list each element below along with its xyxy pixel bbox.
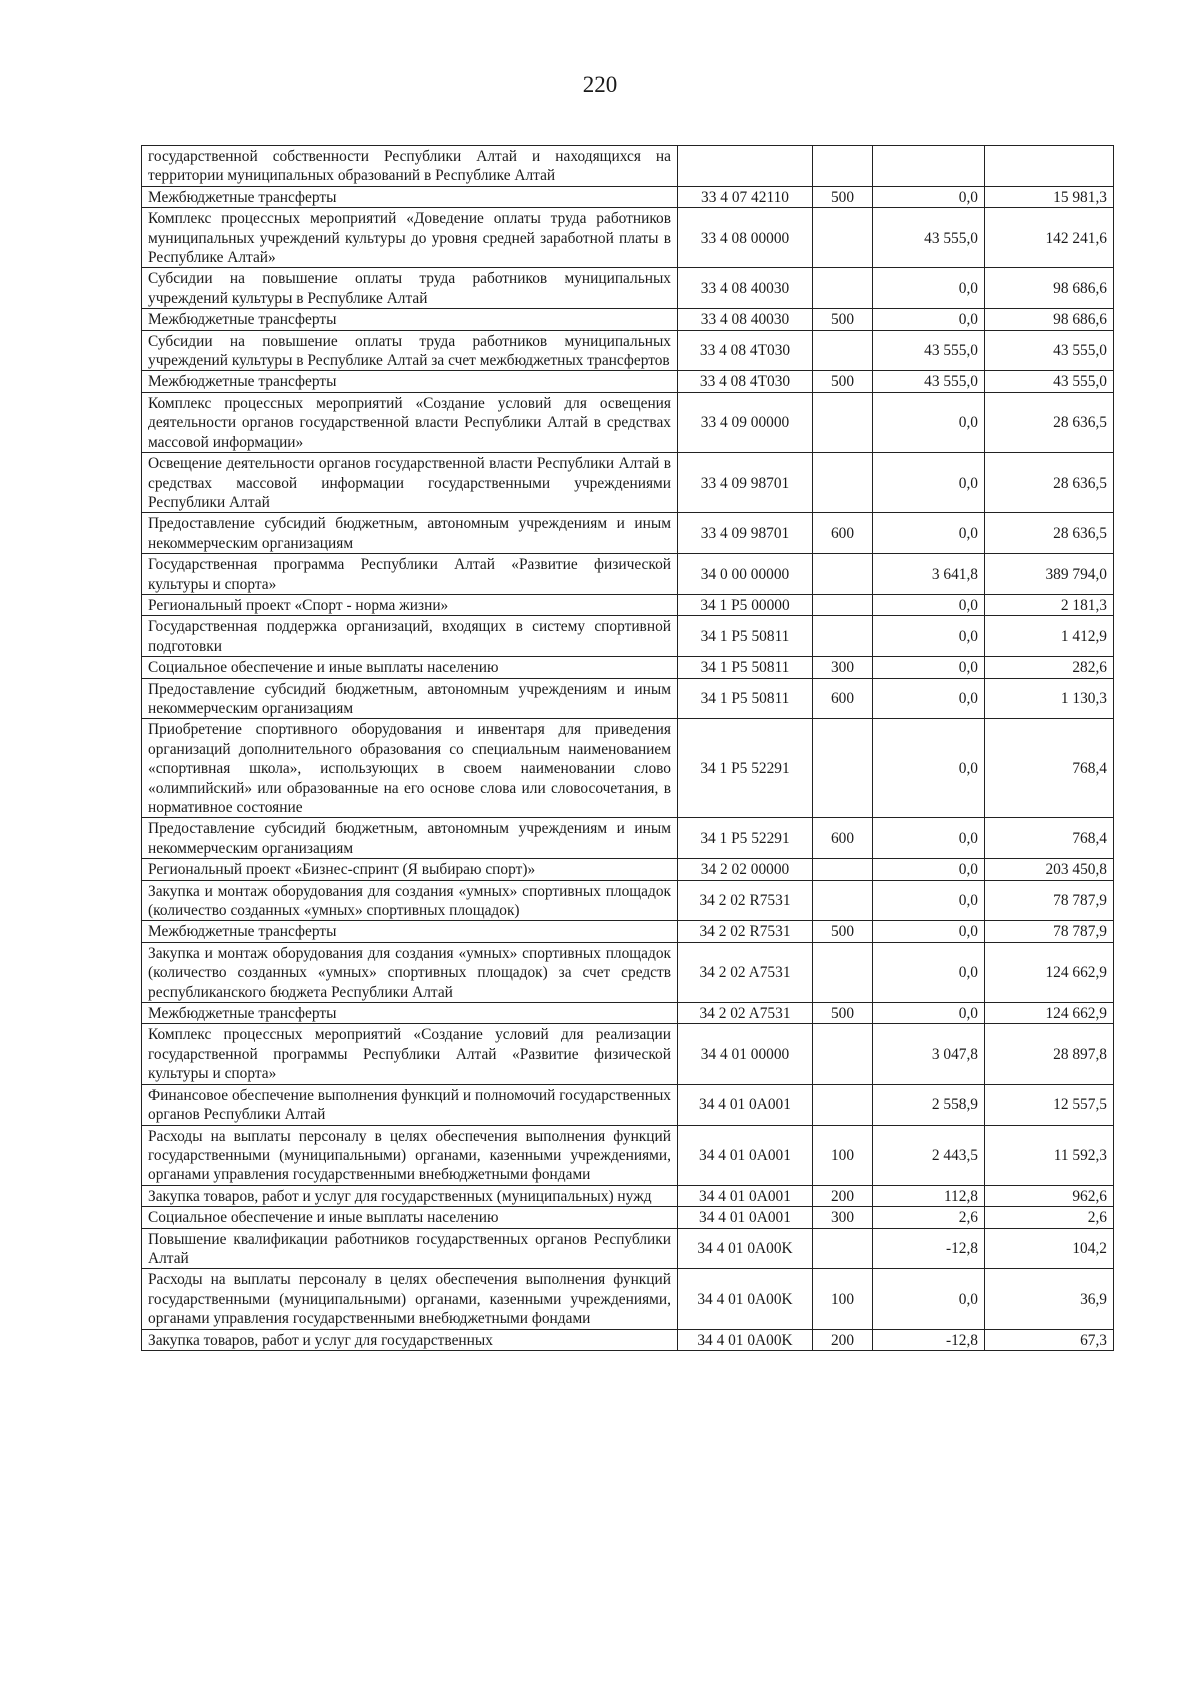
table-row [142, 309, 1114, 330]
expense-name-cell: Субсидии на повышение оплаты труда работников муниципальных учреждений культуры в Республике Алтай за счет межбюджетных трансфертов [142, 330, 678, 371]
amount-change-cell: 2 443,5 [873, 1125, 985, 1185]
table-row [142, 1329, 1114, 1350]
expense-type-cell: 500 [813, 371, 873, 392]
expense-name-cell: Закупка и монтаж оборудования для создания «умных» спортивных площадок (количество созданных «умных» спортивных площадок) [142, 880, 678, 921]
expense-type-cell: 500 [813, 309, 873, 330]
expense-name-cell: Межбюджетные трансферты [142, 921, 678, 942]
target-code-cell: 34 1 P5 50811 [678, 616, 813, 657]
expense-name-cell: Финансовое обеспечение выполнения функций и полномочий государственных органов Республики Алтай [142, 1084, 678, 1125]
amount-total-cell: 28 636,5 [985, 453, 1114, 513]
target-code-cell: 34 1 P5 50811 [678, 657, 813, 678]
target-code-cell: 34 4 01 0A001 [678, 1125, 813, 1185]
table-row [142, 554, 1114, 595]
expense-type-cell: 100 [813, 1269, 873, 1329]
table-row [142, 859, 1114, 880]
target-code-cell: 34 4 01 0A00K [678, 1329, 813, 1350]
table-row [142, 1228, 1114, 1269]
table-row [142, 942, 1114, 1002]
page-number: 220 [582, 72, 618, 97]
expense-type-cell [813, 453, 873, 513]
table-row [142, 330, 1114, 371]
amount-change-cell: 0,0 [873, 818, 985, 859]
amount-total-cell: 768,4 [985, 818, 1114, 859]
amount-total-cell: 1 412,9 [985, 616, 1114, 657]
expense-name-cell: Государственная поддержка организаций, входящих в систему спортивной подготовки [142, 616, 678, 657]
amount-change-cell: 0,0 [873, 513, 985, 554]
amount-total-cell: 2,6 [985, 1207, 1114, 1228]
amount-total-cell: 78 787,9 [985, 880, 1114, 921]
expense-name-cell: Предоставление субсидий бюджетным, автономным учреждениям и иным некоммерческим организациям [142, 818, 678, 859]
amount-total-cell: 203 450,8 [985, 859, 1114, 880]
expense-name-cell: Закупка товаров, работ и услуг для государственных [142, 1329, 678, 1350]
amount-change-cell: 0,0 [873, 657, 985, 678]
expense-name-cell: Комплекс процессных мероприятий «Доведение оплаты труда работников муниципальных учреждений культуры до уровня средней заработной платы в Республике Алтай» [142, 208, 678, 268]
expense-name-cell: Освещение деятельности органов государственной власти Республики Алтай в средствах массовой информации государственными учреждениями Республики Алтай [142, 453, 678, 513]
expense-type-cell [813, 942, 873, 1002]
amount-total-cell: 962,6 [985, 1185, 1114, 1206]
amount-total-cell: 1 130,3 [985, 678, 1114, 719]
expense-name-cell: Межбюджетные трансферты [142, 186, 678, 207]
target-code-cell: 34 1 P5 50811 [678, 678, 813, 719]
table-row [142, 1084, 1114, 1125]
amount-total-cell: 78 787,9 [985, 921, 1114, 942]
amount-change-cell: 0,0 [873, 616, 985, 657]
target-code-cell: 34 0 00 00000 [678, 554, 813, 595]
expense-type-cell [813, 330, 873, 371]
target-code-cell: 33 4 09 98701 [678, 513, 813, 554]
expense-type-cell [813, 554, 873, 595]
amount-change-cell: 0,0 [873, 678, 985, 719]
target-code-cell: 34 1 P5 52291 [678, 818, 813, 859]
target-code-cell: 34 1 P5 52291 [678, 719, 813, 818]
table-row [142, 678, 1114, 719]
expense-name-cell: Комплекс процессных мероприятий «Создание условий для реализации государственной программы Республики Алтай «Развитие физической культуры и спорта» [142, 1024, 678, 1084]
target-code-cell: 34 4 01 0A001 [678, 1084, 813, 1125]
amount-total-cell: 12 557,5 [985, 1084, 1114, 1125]
target-code-cell: 34 2 02 00000 [678, 859, 813, 880]
table-row [142, 1207, 1114, 1228]
expense-type-cell: 200 [813, 1329, 873, 1350]
target-code-cell: 33 4 09 98701 [678, 453, 813, 513]
amount-change-cell: 0,0 [873, 594, 985, 615]
target-code-cell [678, 146, 813, 187]
expense-name-cell: Социальное обеспечение и иные выплаты населению [142, 657, 678, 678]
amount-total-cell: 28 636,5 [985, 513, 1114, 554]
amount-change-cell: 0,0 [873, 1003, 985, 1024]
amount-change-cell: 43 555,0 [873, 330, 985, 371]
target-code-cell: 34 4 01 0A00K [678, 1269, 813, 1329]
amount-change-cell: 0,0 [873, 186, 985, 207]
target-code-cell: 33 4 07 42110 [678, 186, 813, 207]
expense-type-cell [813, 594, 873, 615]
expense-type-cell: 500 [813, 921, 873, 942]
expense-type-cell [813, 1228, 873, 1269]
expense-name-cell: Региональный проект «Спорт - норма жизни» [142, 594, 678, 615]
expense-name-cell: Закупка и монтаж оборудования для создания «умных» спортивных площадок (количество созданных «умных» спортивных площадок) за счет средств республиканского бюджета Республики Алтай [142, 942, 678, 1002]
expense-type-cell [813, 616, 873, 657]
amount-total-cell: 282,6 [985, 657, 1114, 678]
amount-total-cell: 98 686,6 [985, 268, 1114, 309]
expense-type-cell: 600 [813, 513, 873, 554]
amount-change-cell: 0,0 [873, 392, 985, 452]
expense-name-cell: государственной собственности Республики Алтай и находящихся на территории муниципальных образований в Республике Алтай [142, 146, 678, 187]
target-code-cell: 33 4 09 00000 [678, 392, 813, 452]
table-row [142, 371, 1114, 392]
expense-name-cell: Субсидии на повышение оплаты труда работников муниципальных учреждений культуры в Республике Алтай [142, 268, 678, 309]
amount-total-cell: 124 662,9 [985, 1003, 1114, 1024]
amount-total-cell: 389 794,0 [985, 554, 1114, 595]
expense-type-cell [813, 859, 873, 880]
expense-type-cell [813, 146, 873, 187]
amount-total-cell: 142 241,6 [985, 208, 1114, 268]
amount-change-cell: 0,0 [873, 880, 985, 921]
target-code-cell: 34 4 01 0A001 [678, 1207, 813, 1228]
amount-change-cell: 0,0 [873, 268, 985, 309]
budget-table [141, 145, 1114, 1351]
expense-type-cell [813, 268, 873, 309]
expense-name-cell: Социальное обеспечение и иные выплаты населению [142, 1207, 678, 1228]
target-code-cell: 33 4 08 4Т030 [678, 371, 813, 392]
expense-name-cell: Расходы на выплаты персоналу в целях обеспечения выполнения функций государственными (муниципальными) органами, казенными учреждениями, органами управления государственными внебюджетными фондами [142, 1269, 678, 1329]
target-code-cell: 34 1 P5 00000 [678, 594, 813, 615]
table-row [142, 146, 1114, 187]
expense-name-cell: Приобретение спортивного оборудования и инвентаря для приведения организаций дополнительного образования со специальным наименованием «спортивная школа», использующих в своем наименовании слово «олимпийский» или образованные на его основе слова или словосочетания, в нормативное состояние [142, 719, 678, 818]
table-row [142, 657, 1114, 678]
table-row [142, 719, 1114, 818]
expense-type-cell: 100 [813, 1125, 873, 1185]
table-row [142, 1125, 1114, 1185]
table-row [142, 268, 1114, 309]
amount-change-cell: 0,0 [873, 453, 985, 513]
amount-total-cell: 43 555,0 [985, 371, 1114, 392]
amount-total-cell: 124 662,9 [985, 942, 1114, 1002]
expense-type-cell: 200 [813, 1185, 873, 1206]
expense-type-cell [813, 1024, 873, 1084]
expense-type-cell: 500 [813, 186, 873, 207]
expense-name-cell: Расходы на выплаты персоналу в целях обеспечения выполнения функций государственными (муниципальными) органами, казенными учреждениями, органами управления государственными внебюджетными фондами [142, 1125, 678, 1185]
table-row [142, 186, 1114, 207]
target-code-cell: 33 4 08 00000 [678, 208, 813, 268]
target-code-cell: 34 4 01 0A00K [678, 1228, 813, 1269]
table-row [142, 616, 1114, 657]
amount-change-cell: 112,8 [873, 1185, 985, 1206]
expense-name-cell: Закупка товаров, работ и услуг для государственных (муниципальных) нужд [142, 1185, 678, 1206]
table-row [142, 392, 1114, 452]
expense-name-cell: Межбюджетные трансферты [142, 371, 678, 392]
amount-change-cell: 0,0 [873, 719, 985, 818]
amount-change-cell: 3 641,8 [873, 554, 985, 595]
table-row [142, 880, 1114, 921]
amount-total-cell: 28 897,8 [985, 1024, 1114, 1084]
expense-name-cell: Комплекс процессных мероприятий «Создание условий для освещения деятельности органов государственной власти Республики Алтай в средствах массовой информации» [142, 392, 678, 452]
expense-type-cell: 300 [813, 1207, 873, 1228]
expense-type-cell: 300 [813, 657, 873, 678]
expense-type-cell [813, 719, 873, 818]
amount-total-cell: 28 636,5 [985, 392, 1114, 452]
amount-total-cell [985, 146, 1114, 187]
amount-change-cell: 2,6 [873, 1207, 985, 1228]
table-row [142, 453, 1114, 513]
table-row [142, 1269, 1114, 1329]
target-code-cell: 34 2 02 A7531 [678, 1003, 813, 1024]
expense-type-cell [813, 880, 873, 921]
amount-total-cell: 15 981,3 [985, 186, 1114, 207]
table-row [142, 208, 1114, 268]
table-row [142, 818, 1114, 859]
expense-name-cell: Государственная программа Республики Алтай «Развитие физической культуры и спорта» [142, 554, 678, 595]
target-code-cell: 34 4 01 00000 [678, 1024, 813, 1084]
amount-total-cell: 98 686,6 [985, 309, 1114, 330]
expense-type-cell: 600 [813, 818, 873, 859]
table-row [142, 1003, 1114, 1024]
expense-type-cell [813, 1084, 873, 1125]
target-code-cell: 34 2 02 R7531 [678, 880, 813, 921]
amount-total-cell: 11 592,3 [985, 1125, 1114, 1185]
expense-type-cell: 600 [813, 678, 873, 719]
amount-change-cell: 0,0 [873, 942, 985, 1002]
amount-change-cell: 0,0 [873, 309, 985, 330]
amount-total-cell: 36,9 [985, 1269, 1114, 1329]
expense-name-cell: Межбюджетные трансферты [142, 1003, 678, 1024]
amount-change-cell [873, 146, 985, 187]
expense-name-cell: Предоставление субсидий бюджетным, автономным учреждениям и иным некоммерческим организациям [142, 513, 678, 554]
amount-change-cell: 3 047,8 [873, 1024, 985, 1084]
target-code-cell: 34 2 02 A7531 [678, 942, 813, 1002]
table-row [142, 594, 1114, 615]
target-code-cell: 34 4 01 0A001 [678, 1185, 813, 1206]
amount-change-cell: 0,0 [873, 1269, 985, 1329]
target-code-cell: 33 4 08 40030 [678, 309, 813, 330]
budget-table-body [142, 146, 1114, 1351]
target-code-cell: 34 2 02 R7531 [678, 921, 813, 942]
amount-change-cell: 0,0 [873, 921, 985, 942]
amount-total-cell: 67,3 [985, 1329, 1114, 1350]
expense-type-cell [813, 208, 873, 268]
expense-type-cell: 500 [813, 1003, 873, 1024]
expense-name-cell: Предоставление субсидий бюджетным, автономным учреждениям и иным некоммерческим организациям [142, 678, 678, 719]
amount-total-cell: 768,4 [985, 719, 1114, 818]
expense-name-cell: Региональный проект «Бизнес-спринт (Я выбираю спорт)» [142, 859, 678, 880]
amount-total-cell: 43 555,0 [985, 330, 1114, 371]
table-row [142, 921, 1114, 942]
amount-change-cell: 43 555,0 [873, 371, 985, 392]
amount-change-cell: 43 555,0 [873, 208, 985, 268]
expense-type-cell [813, 392, 873, 452]
amount-change-cell: -12,8 [873, 1329, 985, 1350]
amount-total-cell: 104,2 [985, 1228, 1114, 1269]
expense-name-cell: Межбюджетные трансферты [142, 309, 678, 330]
table-row [142, 1024, 1114, 1084]
amount-change-cell: 2 558,9 [873, 1084, 985, 1125]
amount-total-cell: 2 181,3 [985, 594, 1114, 615]
amount-change-cell: -12,8 [873, 1228, 985, 1269]
table-row [142, 1185, 1114, 1206]
table-row [142, 513, 1114, 554]
expense-name-cell: Повышение квалификации работников государственных органов Республики Алтай [142, 1228, 678, 1269]
target-code-cell: 33 4 08 40030 [678, 268, 813, 309]
target-code-cell: 33 4 08 4Т030 [678, 330, 813, 371]
amount-change-cell: 0,0 [873, 859, 985, 880]
